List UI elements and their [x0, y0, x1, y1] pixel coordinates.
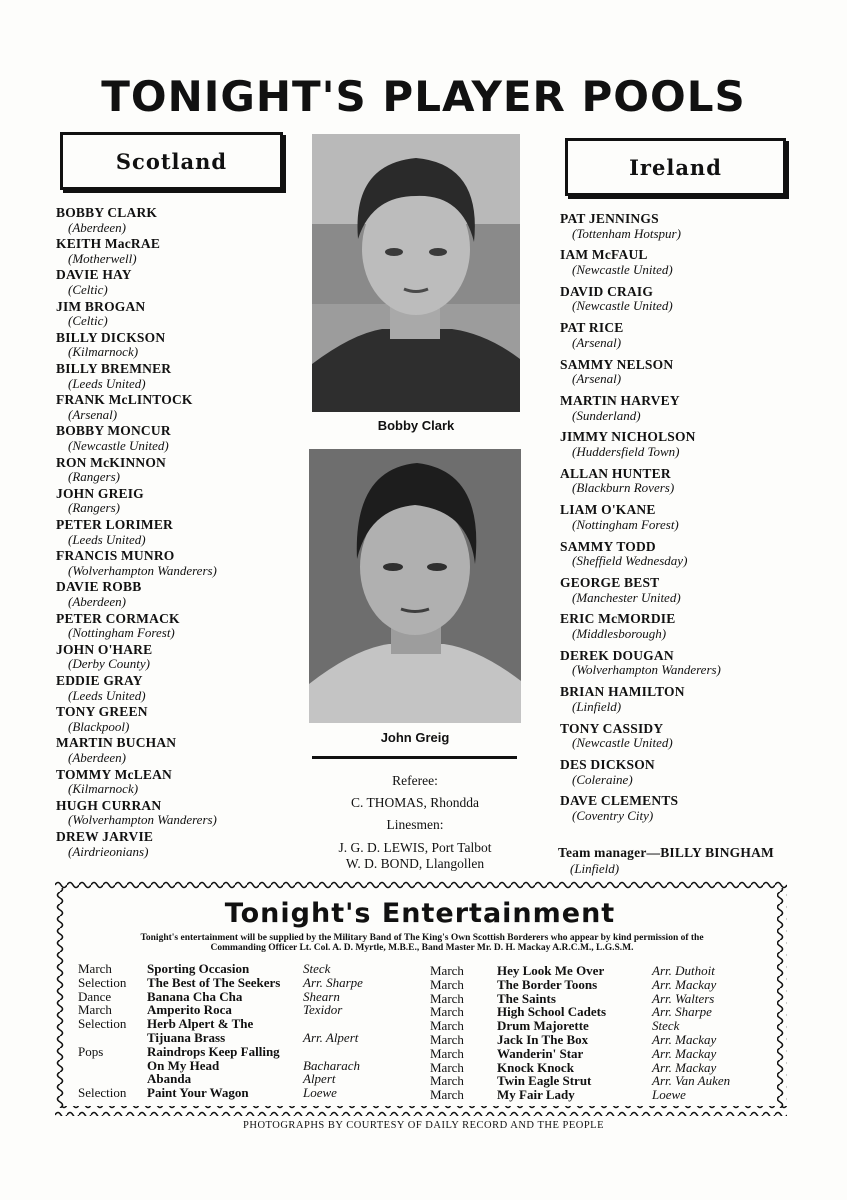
player-club: (Nottingham Forest) — [572, 516, 679, 532]
player-entry — [56, 456, 166, 484]
programme-title: Knock Knock — [497, 1059, 574, 1075]
player-entry — [56, 268, 132, 296]
player-club: (Arsenal) — [68, 406, 118, 422]
player-name: RON McKINNON — [56, 454, 167, 470]
player-club: (Motherwell) — [68, 250, 137, 266]
programme-title: Raindrops Keep Falling — [147, 1043, 280, 1059]
player-entry — [56, 206, 157, 234]
referee-name: C. THOMAS, Rhondda — [350, 794, 479, 810]
programme-title: The Saints — [497, 990, 556, 1006]
player-club: (Celtic) — [68, 313, 108, 329]
programme-title: Twin Eagle Strut — [497, 1073, 592, 1089]
player-club: (Blackpool) — [68, 718, 130, 734]
player-entry — [56, 393, 193, 421]
programme-cat: March — [430, 1059, 464, 1075]
manager-line: Team manager—BILLY BINGHAM — [558, 845, 774, 860]
referee-label: Referee: — [392, 773, 438, 788]
player-name: ALLAN HUNTER — [560, 465, 671, 481]
entertainment-title: Tonight's Entertainment — [224, 898, 616, 929]
player-club: (Arsenal) — [572, 371, 622, 387]
player-entry — [560, 612, 675, 640]
player-club: (Kilmarnock) — [68, 781, 139, 797]
player-name: DEREK DOUGAN — [560, 647, 674, 663]
player-club: (Wolverhampton Wanderers) — [68, 562, 217, 578]
player-name: PETER CORMACK — [56, 610, 180, 626]
photo-caption: John Greig — [380, 730, 450, 745]
player-entry — [560, 576, 681, 604]
player-club: (Coventry City) — [572, 807, 654, 823]
programme-arr: Shearn — [303, 988, 340, 1004]
programme-item — [430, 1060, 775, 1074]
divider — [312, 756, 517, 759]
programme-arr: Texidor — [303, 1002, 343, 1018]
player-entry — [56, 487, 144, 515]
player-name: JOHN GREIG — [56, 485, 144, 501]
programme-cat: Selection — [78, 974, 127, 990]
programme-title: My Fair Lady — [497, 1087, 575, 1103]
programme-item — [430, 1018, 775, 1032]
player-name: JIMMY NICHOLSON — [560, 429, 696, 445]
programme-item — [78, 1085, 428, 1099]
player-club: (Aberdeen) — [68, 593, 126, 609]
player-entry — [560, 758, 655, 786]
player-club: (Newcastle United) — [572, 735, 673, 751]
programme-item — [78, 1016, 428, 1030]
programme-cat: March — [430, 1018, 464, 1034]
programme-cat: March — [430, 1087, 464, 1103]
player-club: (Coleraine) — [572, 771, 633, 787]
player-club: (Rangers) — [68, 500, 120, 516]
programme-arr: Arr. Alpert — [303, 1030, 359, 1045]
programme-title: Jack In The Box — [497, 1032, 589, 1047]
programme-arr: Arr. Walters — [652, 990, 715, 1006]
player-entry — [56, 549, 217, 577]
player-name: SAMMY TODD — [560, 538, 656, 554]
programme-cat: March — [78, 1002, 112, 1018]
entertainment-intro — [72, 933, 772, 954]
player-club: (Newcastle United) — [68, 437, 169, 453]
programme-item — [430, 1004, 775, 1018]
programme-item — [430, 1073, 775, 1087]
player-club: (Blackburn Rovers) — [572, 480, 675, 496]
player-name: LIAM O'KANE — [560, 502, 656, 518]
player-club: (Derby County) — [68, 656, 150, 672]
programme-arr: Arr. Mackay — [652, 1045, 717, 1061]
programme-title: High School Cadets — [497, 1004, 607, 1020]
programme-item — [78, 1002, 428, 1016]
intro-line-2: Commanding Officer Lt. Col. A. D. Myrtle, M.B.E., Band Master Mr. D. H. Mackay A.R.C.M., L.G.S.M. — [210, 943, 634, 954]
player-name: MARTIN HARVEY — [560, 393, 680, 408]
player-entry — [560, 794, 678, 822]
player-name: DAVE CLEMENTS — [560, 793, 679, 809]
programme-title: On My Head — [147, 1057, 220, 1073]
programme-item — [430, 977, 775, 991]
player-entry — [56, 736, 176, 764]
player-entry — [56, 518, 173, 546]
player-entry — [560, 685, 685, 713]
programme-item — [78, 1030, 428, 1044]
player-club: (Airdrieonians) — [68, 843, 149, 859]
player-entry — [560, 467, 674, 495]
player-entry — [560, 248, 673, 276]
player-entry — [56, 424, 171, 452]
player-club: (Celtic) — [68, 281, 108, 297]
player-club: (Linfield) — [572, 698, 622, 714]
player-club: (Sheffield Wednesday) — [572, 553, 688, 569]
programme-right — [430, 963, 775, 1108]
player-entry — [560, 212, 681, 240]
player-name: TONY GREEN — [56, 704, 148, 720]
team-manager — [558, 846, 818, 875]
player-name: FRANK McLINTOCK — [56, 392, 193, 408]
ireland-label: Ireland — [629, 154, 722, 180]
player-entry — [56, 799, 217, 827]
player-name: MARTIN BUCHAN — [56, 735, 177, 751]
programme-arr: Arr. Mackay — [652, 1032, 717, 1047]
programme-item — [78, 1058, 428, 1072]
ireland-heading — [565, 138, 786, 196]
programme-item — [430, 1087, 775, 1101]
player-entry — [56, 674, 146, 702]
player-name: FRANCIS MUNRO — [56, 548, 175, 564]
player-club: (Rangers) — [68, 469, 120, 485]
programme-cat: Selection — [78, 1016, 127, 1032]
player-club: (Leeds United) — [68, 531, 146, 547]
programme-item — [78, 989, 428, 1003]
programme-arr: Loewe — [652, 1087, 686, 1103]
player-entry — [56, 830, 153, 858]
officials — [300, 774, 530, 871]
player-entry — [560, 503, 679, 531]
player-name: BOBBY MONCUR — [56, 423, 171, 439]
programme-arr: Arr. Mackay — [652, 1059, 717, 1075]
portrait-image — [309, 449, 521, 723]
programme-arr: Steck — [652, 1018, 680, 1034]
programme-item — [430, 963, 775, 977]
programme-cat: Pops — [78, 1043, 104, 1059]
player-name: IAM McFAUL — [560, 247, 648, 263]
programme-title: Abanda — [147, 1071, 192, 1087]
programme-item — [78, 1044, 428, 1058]
programme-arr: Arr. Sharpe — [652, 1004, 712, 1020]
programme-cat: March — [430, 990, 464, 1006]
programme-arr: Loewe — [303, 1085, 337, 1101]
manager-club: (Linfield) — [570, 860, 620, 876]
programme-title: The Best of The Seekers — [147, 974, 281, 990]
player-entry — [560, 430, 696, 458]
player-club: (Newcastle United) — [572, 298, 673, 314]
player-entry — [56, 580, 141, 608]
player-entry — [560, 285, 673, 313]
programme-arr: Steck — [303, 961, 331, 976]
player-entry — [560, 540, 687, 568]
programme-title: Tijuana Brass — [147, 1030, 226, 1045]
programme-arr: Arr. Duthoit — [652, 963, 715, 978]
player-club: (Tottenham Hotspur) — [572, 225, 681, 241]
player-name: BOBBY CLARK — [56, 205, 158, 220]
player-club: (Huddersfield Town) — [572, 443, 680, 459]
programme-cat: March — [430, 1073, 464, 1089]
player-name: PAT RICE — [560, 320, 624, 336]
scotland-label: Scotland — [115, 148, 228, 174]
programme-left — [78, 961, 428, 1106]
player-entry — [560, 649, 721, 677]
player-name: PETER LORIMER — [56, 517, 173, 532]
programme-cat: Selection — [78, 1085, 127, 1101]
player-club: (Middlesborough) — [572, 625, 667, 641]
programme-item — [78, 961, 428, 975]
player-club: (Kilmarnock) — [68, 344, 139, 360]
page-title: TONIGHT'S PLAYER POOLS — [101, 72, 746, 121]
programme-cat: March — [430, 1032, 464, 1047]
player-entry — [560, 321, 623, 349]
player-club: (Wolverhampton Wanderers) — [68, 812, 217, 828]
player-entry — [56, 768, 172, 796]
player-name: DES DICKSON — [560, 757, 655, 772]
programme-item — [78, 1071, 428, 1085]
player-entry — [56, 237, 160, 265]
player-name: DAVIE HAY — [56, 267, 132, 283]
programme-title: Banana Cha Cha — [147, 988, 243, 1004]
player-name: ERIC McMORDIE — [560, 611, 676, 627]
player-entry — [56, 331, 165, 359]
programme-title: Amperito Roca — [147, 1002, 232, 1018]
player-entry — [56, 300, 145, 328]
scotland-heading — [60, 132, 283, 190]
player-entry — [56, 705, 148, 733]
programme-item — [430, 1046, 775, 1060]
player-entry — [560, 358, 673, 386]
programme-cat: Dance — [78, 988, 112, 1004]
photo-bobby-clark — [312, 134, 520, 412]
programme-title: Paint Your Wagon — [147, 1085, 249, 1101]
programme-arr: Arr. Van Auken — [652, 1073, 731, 1089]
linesman-1: J. G. D. LEWIS, Port Talbot — [338, 839, 492, 855]
programme-arr: Arr. Mackay — [652, 976, 717, 992]
programme-title: Wanderin' Star — [497, 1045, 584, 1061]
programme-cat: March — [430, 976, 464, 992]
player-club: (Leeds United) — [68, 687, 146, 703]
player-name: HUGH CURRAN — [56, 797, 162, 813]
programme-title: The Border Toons — [497, 976, 598, 992]
player-club: (Arsenal) — [572, 334, 622, 350]
programme-title: Sporting Occasion — [147, 961, 250, 976]
player-entry — [56, 643, 152, 671]
player-entry — [560, 722, 673, 750]
player-club: (Nottingham Forest) — [68, 625, 175, 641]
player-club: (Sunderland) — [572, 407, 641, 423]
player-name: JIM BROGAN — [56, 298, 146, 314]
player-name: KEITH MacRAE — [56, 236, 161, 252]
programme-arr: Arr. Sharpe — [303, 974, 363, 990]
player-club: (Aberdeen) — [68, 219, 126, 235]
player-name: PAT JENNINGS — [560, 211, 659, 226]
player-name: EDDIE GRAY — [56, 673, 143, 688]
programme-title: Hey Look Me Over — [497, 963, 605, 978]
player-name: TONY CASSIDY — [560, 720, 664, 736]
programme-arr: Bacharach — [303, 1057, 361, 1073]
linesmen-label: Linesmen: — [386, 817, 444, 832]
programme-item — [430, 1032, 775, 1046]
player-club: (Wolverhampton Wanderers) — [572, 662, 721, 678]
player-name: TOMMY McLEAN — [56, 766, 173, 782]
programme-title: Drum Majorette — [497, 1018, 589, 1034]
player-name: SAMMY NELSON — [560, 356, 674, 372]
player-name: JOHN O'HARE — [56, 641, 153, 657]
photo-john-greig — [309, 449, 521, 723]
player-club: (Aberdeen) — [68, 749, 126, 765]
player-name: BILLY DICKSON — [56, 329, 166, 345]
programme-cat: March — [78, 961, 112, 976]
linesman-2: W. D. BOND, Llangollen — [345, 856, 485, 871]
player-club: (Manchester United) — [572, 589, 681, 605]
photo-caption: Bobby Clark — [377, 418, 455, 433]
player-name: BRIAN HAMILTON — [560, 684, 685, 700]
player-name: DREW JARVIE — [56, 829, 154, 844]
player-name: GEORGE BEST — [560, 575, 660, 590]
player-name: DAVID CRAIG — [560, 283, 654, 299]
programme-item — [430, 991, 775, 1005]
player-club: (Leeds United) — [68, 375, 146, 391]
player-entry — [56, 612, 180, 640]
player-name: BILLY BREMNER — [56, 361, 172, 376]
portrait-image — [312, 134, 520, 412]
programme-cat: March — [430, 963, 464, 978]
intro-line-1: Tonight's entertainment will be supplied by the Military Band of The King's Own Scottish Borderers who appear by kind permission of the — [140, 933, 704, 943]
player-club: (Newcastle United) — [572, 261, 673, 277]
player-entry — [56, 362, 171, 390]
programme-title: Herb Alpert & The — [147, 1016, 254, 1032]
player-name: DAVIE ROBB — [56, 579, 142, 595]
player-entry — [560, 394, 680, 422]
programme-cat: March — [430, 1045, 464, 1061]
programme-arr: Alpert — [303, 1071, 336, 1087]
programme-item — [78, 975, 428, 989]
programme-cat: March — [430, 1004, 464, 1020]
photo-credit: PHOTOGRAPHS BY COURTESY OF DAILY RECORD AND THE PEOPLE — [243, 1120, 604, 1131]
